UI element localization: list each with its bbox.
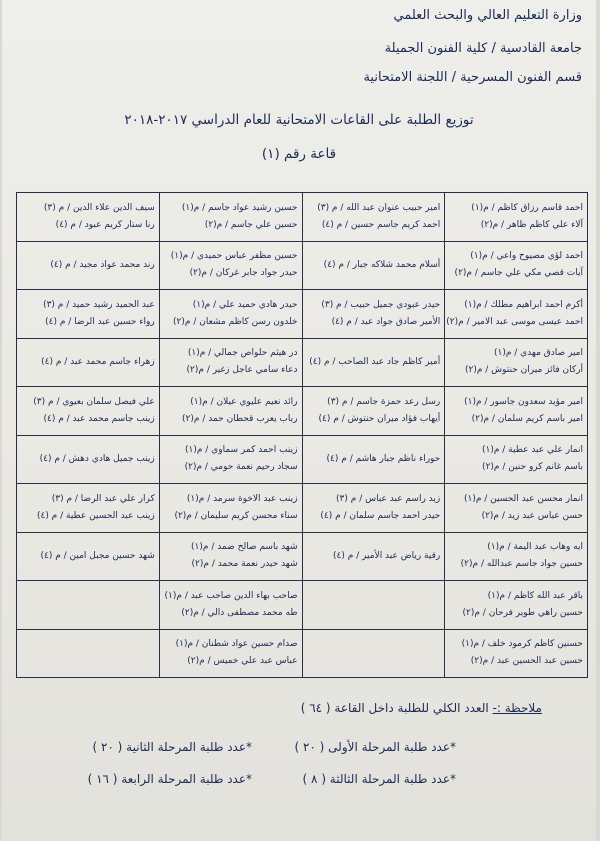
table-cell <box>17 532 160 581</box>
student-entry: باقر عبد الله كاظم / م(١) <box>487 590 583 601</box>
student-entry: صاحب بهاء الدين صاحب عبد / م(١) <box>164 590 298 601</box>
student-entry: در هيثم حلواص جمالي / م(١) <box>187 348 298 359</box>
student-entry: حسين راهي طوير فرحان / م(٢) <box>462 607 583 618</box>
stage-four-count: *عدد طلبة المرحلة الرابعة ( ١٦ ) <box>87 772 252 786</box>
student-entry: امير صادق مهدي / م(١) <box>493 348 583 359</box>
document-title: توزيع الطلبة على القاعات الامتحانية للعام الدراسي ٢٠١٧-٢٠١٨ <box>124 112 474 128</box>
table-cell <box>445 581 588 630</box>
table-cell <box>17 241 160 290</box>
table-cell <box>445 338 588 387</box>
student-entry: حسنين كاظم كرمود خلف / م(١) <box>461 639 583 650</box>
ministry-heading: وزارة التعليم العالي والبحث العلمي <box>393 8 582 23</box>
student-entry: ايه وهاب عبد اليمة / م(١) <box>487 542 583 553</box>
student-entry: احمد لؤي مصيوح واعي / م(١) <box>470 251 583 262</box>
student-entry: شهد حسين مجبل امين / م (٤) <box>40 550 155 561</box>
table-cell <box>159 338 302 387</box>
student-entry: امير مؤيد سعدون جاسور / م(١) <box>464 396 583 407</box>
student-entry: رباب يعرب قحطان حمد / م(٢) <box>182 413 298 424</box>
student-entry: أمير كاظم جاد عبد الصاحب / م (٤) <box>309 356 441 367</box>
table-cell <box>17 581 160 630</box>
table-row <box>17 435 588 484</box>
student-entry: زينب احمد كمر سماوي / م(١) <box>184 445 298 456</box>
student-entry: كرار علي عبد الرضا / م (٣) <box>51 493 155 504</box>
table-cell <box>159 435 302 484</box>
document-page <box>2 0 596 841</box>
table-cell <box>445 629 588 678</box>
table-cell <box>302 193 445 242</box>
table-cell <box>159 193 302 242</box>
table-row <box>17 484 588 533</box>
table-cell <box>17 387 160 436</box>
student-entry: رائد نعيم عليوي عيلان / م(١) <box>190 396 298 407</box>
table-cell <box>159 290 302 339</box>
student-entry: آيات قصي مكي علي جاسم / م(٢) <box>454 268 583 279</box>
university-heading: جامعة القادسية / كلية الفنون الجميلة <box>384 41 582 56</box>
student-entry: زهراء جاسم محمد عبد / م (٤) <box>41 356 155 367</box>
table-cell <box>17 193 160 242</box>
student-entry: انمار علي عبد عطية / م(١) <box>481 445 583 456</box>
student-entry: حسين علي جاسم / م(٢) <box>204 219 298 230</box>
note-label: ملاحظة :- <box>492 701 542 715</box>
stage-two-count: *عدد طلبة المرحلة الثانية ( ٢٠ ) <box>92 740 252 754</box>
table-row <box>17 629 588 678</box>
table-cell <box>302 241 445 290</box>
table-cell <box>302 581 445 630</box>
student-entry: صدام حسين عواد شطنان / م(١) <box>175 639 298 650</box>
table-cell <box>302 338 445 387</box>
student-entry: أسلام محمد شلاكه جبار / م (٤) <box>323 259 441 270</box>
student-entry: امير باسم كريم سلمان / م(٢) <box>471 413 583 424</box>
student-entry: انمار محسن عبد الحسين / م(١) <box>463 493 583 504</box>
table-cell <box>159 581 302 630</box>
student-entry: سيف الدين علاء الدين / م (٣) <box>43 202 155 213</box>
student-entry: حيدر عبودي جميل حبيب / م (٣) <box>321 299 441 310</box>
department-heading: قسم الفنون المسرحية / اللجنة الامتحانية <box>363 70 582 85</box>
table-cell <box>445 532 588 581</box>
table-cell <box>159 629 302 678</box>
stage-three-count: *عدد طلبة المرحلة الثالثة ( ٨ ) <box>302 772 456 786</box>
table-row <box>17 532 588 581</box>
table-cell <box>17 338 160 387</box>
student-entry: خلدون رسن كاظم مشعان / م(٢) <box>173 316 298 327</box>
student-entry: سناء محسن كريم سليمان / م(٢) <box>174 510 298 521</box>
student-entry: شهد باسم صالح ضمد / م(١) <box>191 542 298 553</box>
student-entry: زيد راسم عبد عباس / م (٣) <box>336 493 441 504</box>
table-cell <box>302 435 445 484</box>
student-entry: علي فيصل سلمان بعيوي / م (٣) <box>33 396 155 407</box>
table-cell <box>445 241 588 290</box>
total-students: العدد الكلي للطلبة داخل القاعة ( ٦٤ ) <box>300 701 489 715</box>
table-cell <box>445 193 588 242</box>
student-entry: أيهاب فؤاد ميران حنتوش / م (٤) <box>318 413 441 424</box>
table-row <box>17 241 588 290</box>
seating-table <box>16 192 588 678</box>
stage-one-count: *عدد طلبة المرحلة الأولى ( ٢٠ ) <box>294 740 456 754</box>
table-cell <box>302 387 445 436</box>
table-row <box>17 338 588 387</box>
student-entry: حيدر هادي حميد علي / م(١) <box>192 299 298 310</box>
student-entry: حسين جواد جاسم عبدالله / م(٢) <box>460 559 583 570</box>
table-cell <box>445 290 588 339</box>
table-row <box>17 193 588 242</box>
table-cell <box>159 387 302 436</box>
student-entry: حسين عبد الحسين عبد / م(٢) <box>470 656 583 667</box>
student-entry: شهد حيدر نعمة محمد / م(٢) <box>191 559 298 570</box>
table-cell <box>17 484 160 533</box>
table-cell <box>302 484 445 533</box>
table-cell <box>17 435 160 484</box>
table-row <box>17 581 588 630</box>
table-cell <box>445 387 588 436</box>
student-entry: آلاء علي كاظم ظاهر / م(٢) <box>480 219 583 230</box>
student-entry: أركان فائز ميران حنتوش / م(٢) <box>464 365 583 376</box>
table-cell <box>159 532 302 581</box>
student-entry: احمد قاسم رزاق كاظم / م(١) <box>471 202 583 213</box>
student-entry: حسن عباس عبد زيد / م(٢) <box>481 510 583 521</box>
student-entry: حيدر جواد جابر غركان / م(٢) <box>189 268 298 279</box>
student-entry: سجاد رحيم نعمة حومي / م(٢) <box>184 462 298 473</box>
student-entry: عبد الحميد رشيد حميد / م (٣) <box>43 299 155 310</box>
student-entry: أكرم احمد ابراهيم مطلك / م(١) <box>464 299 583 310</box>
table-row <box>17 290 588 339</box>
student-entry: رند محمد عواد مجيد / م (٤) <box>50 259 155 270</box>
student-entry: عباس عبد علي خميس / م(٢) <box>187 656 298 667</box>
table-cell <box>302 290 445 339</box>
student-entry: رواء حسين عبد الرضا / م (٤) <box>45 316 155 327</box>
table-cell <box>159 241 302 290</box>
table-cell <box>17 290 160 339</box>
table-cell <box>302 629 445 678</box>
student-entry: رقية رياض عبد الأمير / م (٤) <box>333 550 441 561</box>
student-entry: رنا ستار كريم عبود / م (٤) <box>55 219 155 230</box>
table-cell <box>17 629 160 678</box>
student-entry: زينب عبد الاخوة سرمد / م(١) <box>186 493 298 504</box>
hall-number: قاعة رقم (١) <box>261 146 337 162</box>
student-entry: حيدر احمد جاسم سلمان / م (٤) <box>320 510 441 521</box>
note <box>301 701 542 715</box>
student-entry: زينب جميل هادي دهش / م (٤) <box>39 453 155 464</box>
table-cell <box>302 532 445 581</box>
student-entry: زينب جاسم محمد عبد / م (٤) <box>43 413 155 424</box>
student-entry: دعاء سامي عاجل زغير / م(٢) <box>186 365 298 376</box>
student-entry: طه محمد مصطفى دالي / م(٢) <box>181 607 298 618</box>
student-entry: رسل رعد حمزة جاسم / م (٣) <box>327 396 441 407</box>
student-entry: الأمير صادق جواد عبد / م (٤) <box>331 316 441 327</box>
student-entry: حسين مظفر عباس حميدي / م(١) <box>170 251 298 262</box>
student-entry: امير حبيب عنوان عبد الله / م (٣) <box>317 202 441 213</box>
table-cell <box>159 484 302 533</box>
student-entry: احمد عيسى موسى عبد الامير / م(٢) <box>446 316 583 327</box>
student-entry: حوراء ناظم جبار هاشم / م (٤) <box>326 453 441 464</box>
student-entry: زينب عبد الحسين عطية / م (٤) <box>36 510 155 521</box>
table-row <box>17 387 588 436</box>
student-entry: باسم غانم كرو حنين / م(٢) <box>482 462 583 473</box>
table-cell <box>445 484 588 533</box>
student-entry: حسين رشيد عواد جاسم / م(١) <box>181 202 298 213</box>
student-entry: احمد كريم جاسم حسين / م (٤) <box>321 219 441 230</box>
table-cell <box>445 435 588 484</box>
